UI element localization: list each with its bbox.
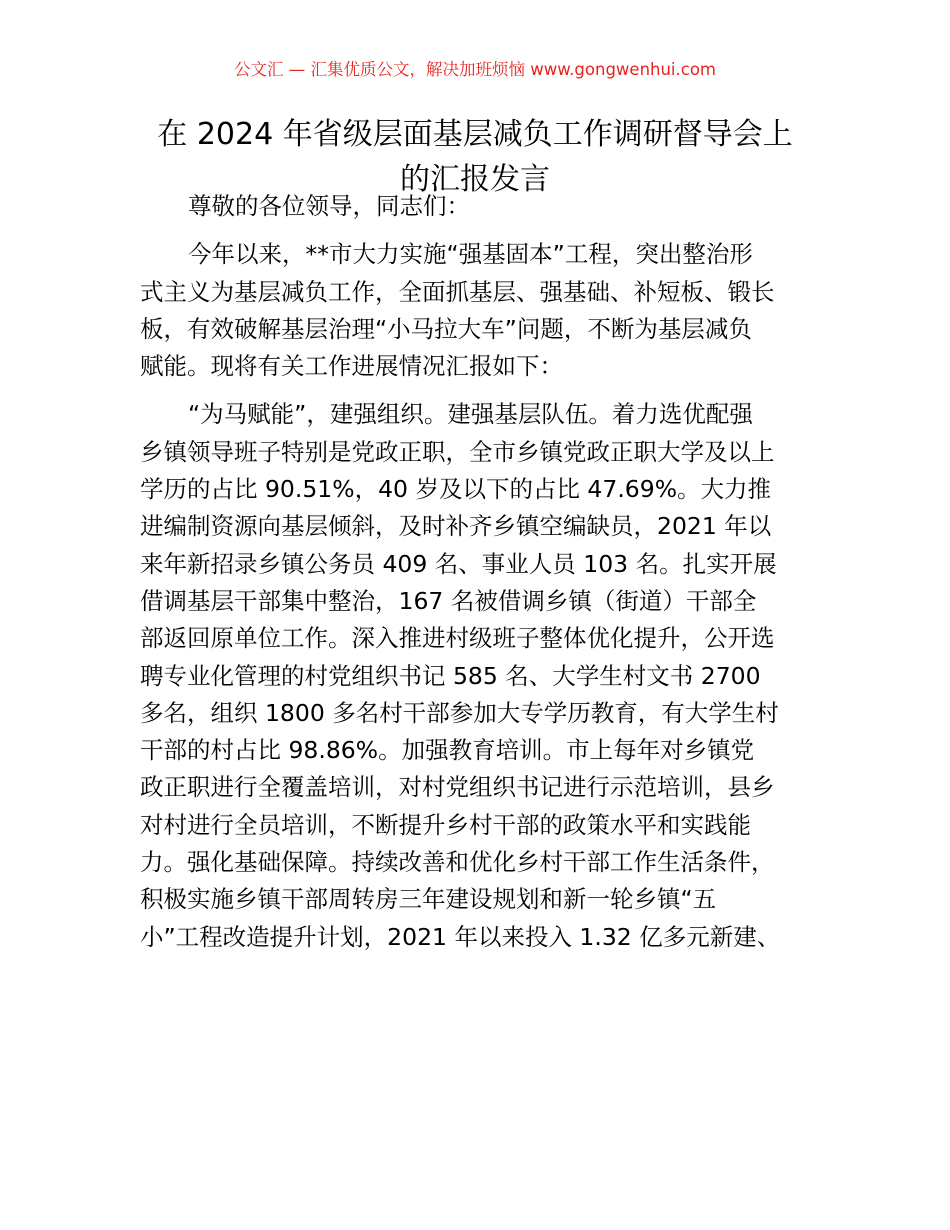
paragraph-line: 进编制资源向基层倾斜，及时补齐乡镇空编缺员，2021 年以: [140, 512, 772, 541]
site-watermark-header: 公文汇 — 汇集优质公文，解决加班烦恼 www.gongwenhui.com: [233, 60, 717, 79]
title-line: 的汇报发言: [400, 162, 550, 197]
paragraph-line: 尊敬的各位领导，同志们：: [188, 192, 470, 220]
greeting-paragraph: [140, 188, 812, 225]
paragraph-line: 式主义为基层减负工作，全面抓基层、强基础、补短板、锻长: [140, 277, 775, 306]
intro-paragraph: [140, 236, 812, 385]
paragraph-line: 力。强化基础保障。持续改善和优化乡村干部工作生活条件，: [140, 848, 775, 877]
paragraph-line: 借调基层干部集中整治，167 名被借调乡镇（街道）干部全: [140, 586, 757, 615]
paragraph-line: 部返回原单位工作。深入推进村级班子整体优化提升，公开选: [140, 624, 775, 653]
paragraph-line: 学历的占比 90.51%，40 岁及以下的占比 47.69%。大力推: [140, 475, 772, 504]
paragraph-line: 乡镇领导班子特别是党政正职，全市乡镇党政正职大学及以上: [140, 437, 775, 466]
paragraph-line: “为马赋能”，建强组织。建强基层队伍。着力选优配强: [188, 400, 753, 429]
paragraph-line: 聘专业化管理的村党组织书记 585 名、大学生村文书 2700: [140, 661, 761, 690]
paragraph-line: 积极实施乡镇干部周转房三年建设规划和新一轮乡镇“五: [140, 885, 717, 914]
paragraph-line: 板，有效破解基层治理“小马拉大车”问题，不断为基层减负: [140, 314, 752, 343]
section-paragraph: [140, 396, 812, 955]
title-line: 在 2024 年省级层面基层减负工作调研督导会上: [157, 117, 793, 152]
paragraph-line: 政正职进行全覆盖培训，对村党组织书记进行示范培训，县乡: [140, 773, 775, 802]
paragraph-line: 赋能。现将有关工作进展情况汇报如下：: [140, 352, 563, 381]
paragraph-line: 小”工程改造提升计划，2021 年以来投入 1.32 亿多元新建、: [140, 922, 781, 951]
paragraph-line: 来年新招录乡镇公务员 409 名、事业人员 103 名。扎实开展: [140, 549, 777, 578]
paragraph-line: 干部的村占比 98.86%。加强教育培训。市上每年对乡镇党: [140, 736, 755, 765]
paragraph-line: 对村进行全员培训，不断提升乡村干部的政策水平和实践能: [140, 810, 751, 839]
paragraph-line: 多名，组织 1800 多名村干部参加大专学历教育，有大学生村: [140, 698, 779, 727]
paragraph-line: 今年以来，**市大力实施“强基固本”工程，突出整治形: [188, 240, 753, 269]
document-body: [140, 188, 812, 967]
